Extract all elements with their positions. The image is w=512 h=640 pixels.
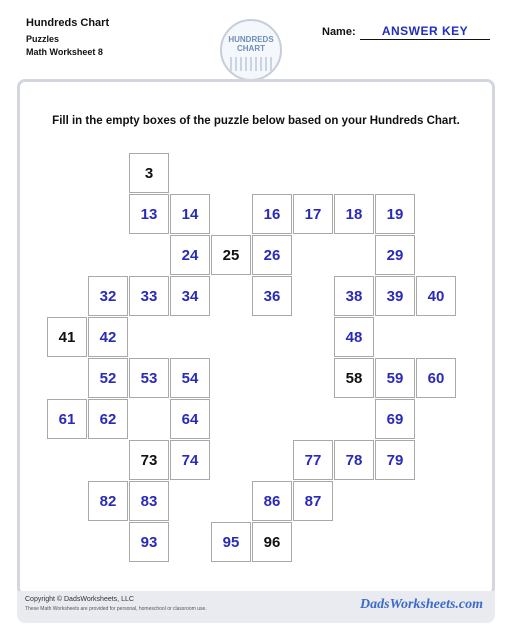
brand-part-b: Worksheets.com [389, 597, 484, 612]
logo-line2: CHART [237, 44, 265, 53]
puzzle-cell: 73 [129, 440, 169, 480]
puzzle-cell: 25 [211, 235, 251, 275]
name-field: ANSWER KEY [360, 24, 490, 40]
logo-line1: HUNDREDS [228, 35, 274, 44]
puzzle-cell: 32 [88, 276, 128, 316]
brand-part-a: Dads [360, 597, 390, 612]
instructions: Fill in the empty boxes of the puzzle below based on your Hundreds Chart. [52, 115, 460, 127]
puzzle-cell: 13 [129, 194, 169, 234]
puzzle-cell: 77 [293, 440, 333, 480]
puzzle-cell: 36 [252, 276, 292, 316]
puzzle-cell: 26 [252, 235, 292, 275]
puzzle-cell: 29 [375, 235, 415, 275]
worksheet-title: Hundreds Chart [26, 17, 110, 29]
puzzle-cell: 53 [129, 358, 169, 398]
puzzle-cell: 87 [293, 481, 333, 521]
puzzle-cell: 74 [170, 440, 210, 480]
puzzle-cell: 64 [170, 399, 210, 439]
puzzle-cell: 59 [375, 358, 415, 398]
puzzle-cell: 42 [88, 317, 128, 357]
puzzle-cell: 48 [334, 317, 374, 357]
worksheet-number: Math Worksheet 8 [26, 47, 103, 57]
name-label: Name: [322, 26, 356, 38]
puzzle-cell: 62 [88, 399, 128, 439]
puzzle-cell: 86 [252, 481, 292, 521]
puzzle-cell: 52 [88, 358, 128, 398]
copyright: Copyright © DadsWorksheets, LLC [25, 596, 134, 603]
puzzle-cell: 17 [293, 194, 333, 234]
puzzle-cell: 38 [334, 276, 374, 316]
puzzle-cell: 39 [375, 276, 415, 316]
worksheet-subtitle: Puzzles [26, 34, 60, 44]
puzzle-cell: 34 [170, 276, 210, 316]
hundreds-chart-logo [220, 19, 282, 81]
puzzle-cell: 78 [334, 440, 374, 480]
puzzle-cell: 58 [334, 358, 374, 398]
puzzle-cell: 19 [375, 194, 415, 234]
puzzle-cell: 96 [252, 522, 292, 562]
puzzle-cell: 69 [375, 399, 415, 439]
puzzle-cell: 60 [416, 358, 456, 398]
puzzle-cell: 82 [88, 481, 128, 521]
usage-notice: These Math Worksheets are provided for personal, homeschool or classroom use. [25, 606, 207, 612]
puzzle-cell: 95 [211, 522, 251, 562]
puzzle-cell: 18 [334, 194, 374, 234]
puzzle-cell: 14 [170, 194, 210, 234]
puzzle-cell: 41 [47, 317, 87, 357]
worksheet-header [0, 0, 512, 80]
puzzle-cell: 54 [170, 358, 210, 398]
puzzle-cell: 16 [252, 194, 292, 234]
puzzle-cell: 24 [170, 235, 210, 275]
brand-logo [360, 597, 483, 613]
puzzle-cell: 93 [129, 522, 169, 562]
puzzle-cell: 61 [47, 399, 87, 439]
puzzle-cell: 33 [129, 276, 169, 316]
puzzle-cell: 40 [416, 276, 456, 316]
puzzle-cell: 3 [129, 153, 169, 193]
logo-grid-icon [230, 57, 272, 71]
puzzle-cell: 83 [129, 481, 169, 521]
puzzle-cell: 79 [375, 440, 415, 480]
